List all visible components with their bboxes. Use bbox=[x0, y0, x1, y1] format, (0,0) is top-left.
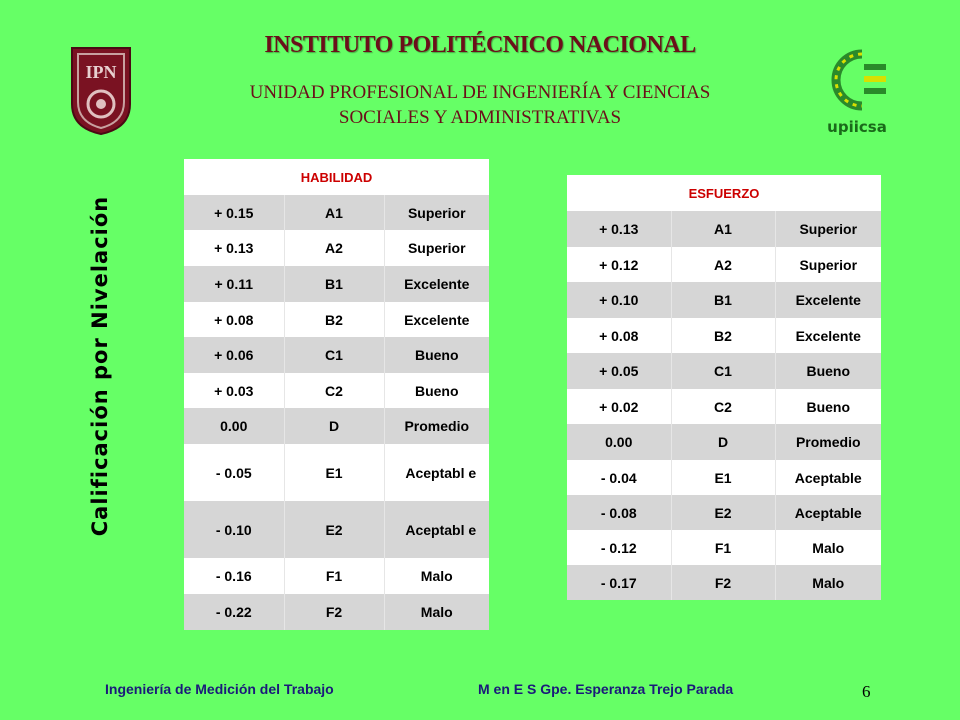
esfuerzo-cell-value: - 0.04 bbox=[600, 469, 637, 486]
habilidad-cell-value: + 0.08 bbox=[214, 311, 254, 328]
esfuerzo-cell-code: A2 bbox=[671, 247, 775, 282]
habilidad-cell-value: 0.00 bbox=[184, 408, 284, 444]
table-row bbox=[567, 211, 881, 247]
habilidad-table bbox=[184, 159, 489, 630]
habilidad-cell-code: F2 bbox=[284, 594, 384, 630]
habilidad-cell-value: + 0.06 bbox=[184, 337, 284, 373]
esfuerzo-cell-value: + 0.02 bbox=[599, 398, 639, 415]
esfuerzo-cell-rating: Malo bbox=[775, 530, 881, 565]
esfuerzo-cell-rating: Bueno bbox=[775, 353, 881, 389]
table-row bbox=[567, 353, 881, 389]
habilidad-cell-value: + 0.03 bbox=[214, 382, 254, 399]
esfuerzo-cell-code: E1 bbox=[671, 460, 775, 495]
habilidad-cell-value: - 0.05 bbox=[215, 464, 252, 481]
habilidad-cell-code: C2 bbox=[284, 373, 384, 408]
footer-course: Ingeniería de Medición del Trabajo bbox=[105, 681, 334, 697]
esfuerzo-cell-rating: Excelente bbox=[775, 318, 881, 353]
esfuerzo-cell-value: - 0.08 bbox=[567, 495, 671, 530]
table-row bbox=[567, 389, 881, 424]
habilidad-cell-rating: Superior bbox=[384, 195, 489, 230]
esfuerzo-title: ESFUERZO bbox=[688, 185, 760, 201]
esfuerzo-cell-rating: Superior bbox=[775, 211, 881, 247]
side-title: Calificación por Nivelación bbox=[88, 195, 112, 537]
table-row bbox=[567, 424, 881, 460]
esfuerzo-cell-code: A1 bbox=[671, 211, 775, 247]
habilidad-cell-code: E2 bbox=[284, 501, 384, 558]
esfuerzo-cell-rating: Promedio bbox=[775, 424, 881, 460]
habilidad-cell-value: + 0.13 bbox=[214, 240, 254, 256]
habilidad-cell-value: + 0.11 bbox=[184, 266, 284, 302]
table-row bbox=[184, 337, 489, 373]
habilidad-cell-rating: Excelente bbox=[384, 266, 489, 302]
table-row bbox=[184, 594, 489, 630]
institution-title: INSTITUTO POLITÉCNICO NACIONAL bbox=[264, 32, 696, 58]
esfuerzo-cell-rating: Excelente bbox=[775, 282, 881, 318]
habilidad-cell-value: - 0.16 bbox=[215, 568, 252, 584]
esfuerzo-cell-value: + 0.08 bbox=[599, 327, 639, 344]
habilidad-cell-code: B2 bbox=[284, 302, 384, 337]
habilidad-header-row bbox=[184, 159, 489, 195]
table-row bbox=[567, 247, 881, 282]
esfuerzo-cell-value: + 0.10 bbox=[567, 282, 671, 318]
unit-subtitle-line1: UNIDAD PROFESIONAL DE INGENIERÍA Y CIENCIAS bbox=[249, 82, 711, 103]
esfuerzo-cell-value: + 0.05 bbox=[567, 353, 671, 389]
habilidad-cell-rating: Malo bbox=[384, 594, 489, 630]
table-row bbox=[567, 460, 881, 495]
habilidad-cell-rating: Excelente bbox=[384, 302, 489, 337]
esfuerzo-cell-code: F1 bbox=[671, 530, 775, 565]
table-row bbox=[184, 195, 489, 230]
habilidad-cell-code: F1 bbox=[284, 558, 384, 594]
habilidad-cell-rating: Bueno bbox=[384, 337, 489, 373]
table-row bbox=[567, 530, 881, 565]
table-row bbox=[184, 266, 489, 302]
table-row bbox=[567, 495, 881, 530]
esfuerzo-cell-value: 0.00 bbox=[567, 424, 671, 460]
habilidad-cell-code: E1 bbox=[284, 444, 384, 501]
esfuerzo-cell-value: + 0.13 bbox=[567, 211, 671, 247]
esfuerzo-cell-value: - 0.12 bbox=[600, 539, 637, 556]
table-row bbox=[184, 230, 489, 266]
table-row bbox=[184, 373, 489, 408]
upiicsa-logo-text: upiicsa bbox=[827, 118, 887, 136]
table-row bbox=[567, 282, 881, 318]
esfuerzo-cell-code: D bbox=[671, 424, 775, 460]
habilidad-cell-rating: Bueno bbox=[384, 373, 489, 408]
esfuerzo-cell-code: B2 bbox=[671, 318, 775, 353]
unit-subtitle-line2: SOCIALES Y ADMINISTRATIVAS bbox=[338, 107, 622, 128]
footer-author: M en E S Gpe. Esperanza Trejo Parada bbox=[478, 681, 734, 697]
esfuerzo-cell-code: F2 bbox=[671, 565, 775, 600]
habilidad-cell-code: C1 bbox=[284, 337, 384, 373]
habilidad-cell-code: B1 bbox=[284, 266, 384, 302]
esfuerzo-table bbox=[567, 175, 881, 600]
ipn-logo-text: IPN bbox=[85, 62, 117, 82]
habilidad-cell-rating: Aceptabl e bbox=[384, 501, 489, 558]
habilidad-cell-rating: Malo bbox=[384, 558, 489, 594]
esfuerzo-cell-code: C2 bbox=[671, 389, 775, 424]
esfuerzo-cell-rating: Superior bbox=[775, 247, 881, 282]
esfuerzo-cell-value: - 0.17 bbox=[567, 565, 671, 600]
table-row bbox=[567, 565, 881, 600]
habilidad-title: HABILIDAD bbox=[300, 169, 373, 185]
esfuerzo-cell-rating: Aceptable bbox=[775, 460, 881, 495]
ipn-logo bbox=[66, 44, 136, 136]
esfuerzo-cell-code: E2 bbox=[671, 495, 775, 530]
upiicsa-logo bbox=[818, 44, 896, 136]
habilidad-cell-value: + 0.15 bbox=[184, 195, 284, 230]
table-row bbox=[184, 558, 489, 594]
esfuerzo-cell-rating: Aceptable bbox=[775, 495, 881, 530]
habilidad-cell-value: - 0.22 bbox=[184, 594, 284, 630]
page-number: 6 bbox=[862, 682, 871, 701]
table-row bbox=[184, 408, 489, 444]
habilidad-cell-rating: Aceptabl e bbox=[384, 444, 489, 501]
habilidad-cell-code: D bbox=[284, 408, 384, 444]
esfuerzo-cell-rating: Malo bbox=[775, 565, 881, 600]
esfuerzo-cell-value: + 0.12 bbox=[599, 256, 639, 273]
habilidad-cell-rating: Superior bbox=[384, 230, 489, 266]
habilidad-cell-code: A2 bbox=[284, 230, 384, 266]
table-row bbox=[184, 302, 489, 337]
esfuerzo-cell-code: C1 bbox=[671, 353, 775, 389]
unit-subtitle bbox=[0, 80, 960, 130]
habilidad-cell-rating: Promedio bbox=[384, 408, 489, 444]
habilidad-cell-value: - 0.10 bbox=[184, 501, 284, 558]
esfuerzo-header-row bbox=[567, 175, 881, 211]
esfuerzo-cell-rating: Bueno bbox=[775, 389, 881, 424]
table-row bbox=[184, 501, 489, 558]
esfuerzo-cell-code: B1 bbox=[671, 282, 775, 318]
habilidad-cell-code: A1 bbox=[284, 195, 384, 230]
table-row bbox=[184, 444, 489, 501]
table-row bbox=[567, 318, 881, 353]
